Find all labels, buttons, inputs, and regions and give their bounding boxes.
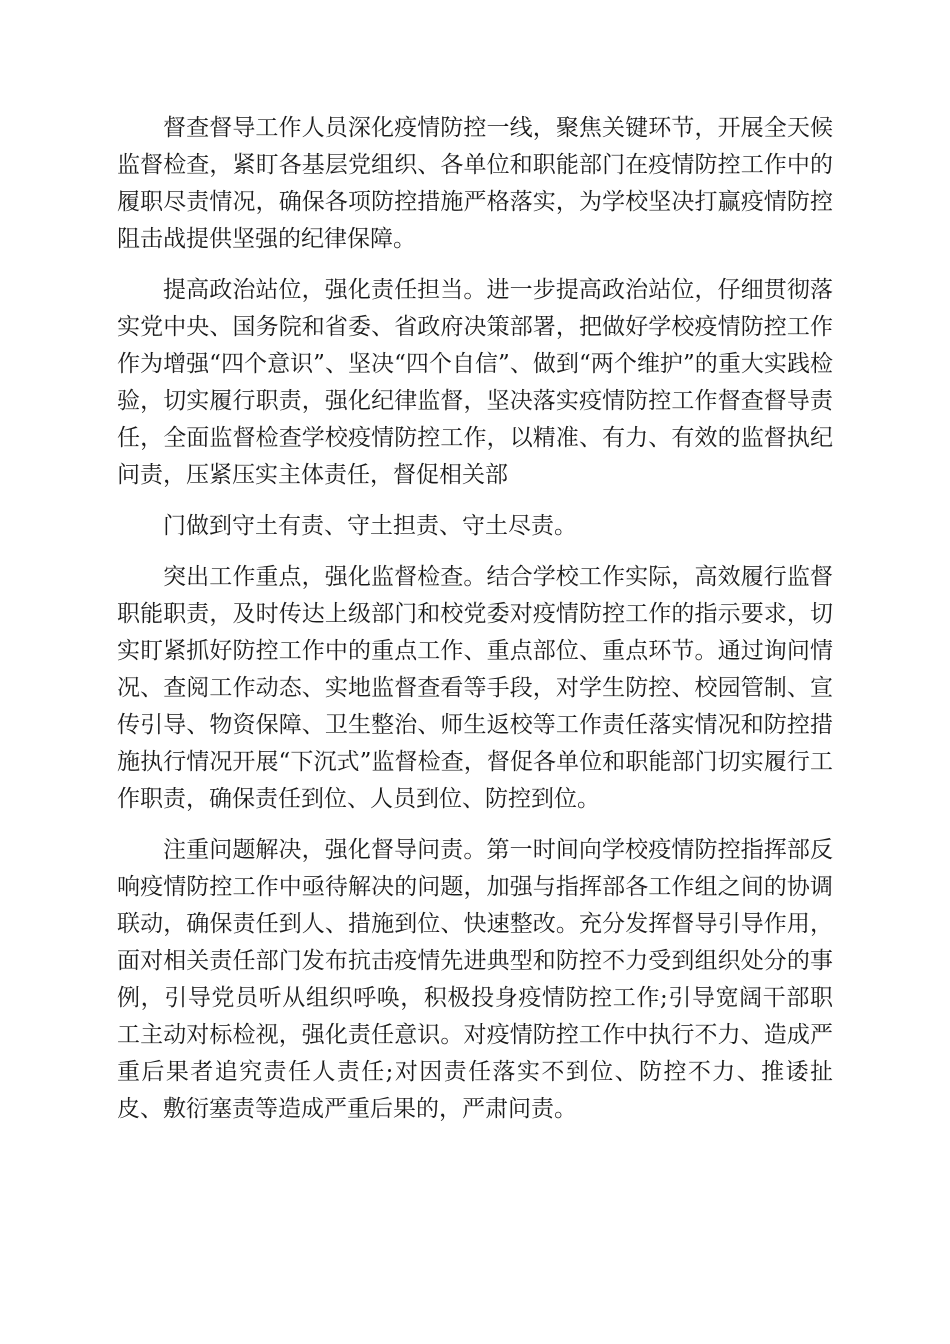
document-body xyxy=(117,110,833,1142)
paragraph-5: 注重问题解决，强化督导问责。第一时间向学校疫情防控指挥部反响疫情防控工作中亟待解决的问题，加强与指挥部各工作组之间的协调联动，确保责任到人、措施到位、快速整改。充分发挥督导引导作用，面对相关责任部门发布抗击疫情先进典型和防控不力受到组织处分的事例，引导党员听从组织呼唤，积极投身疫情防控工作;引导宽阔干部职工主动对标检视，强化责任意识。对疫情防控工作中执行不力、造成严重后果者追究责任人责任;对因责任落实不到位、防控不力、推诿扯皮、敷衍塞责等造成严重后果的，严肃问责。 xyxy=(117,837,833,1122)
paragraph-1: 督查督导工作人员深化疫情防控一线，聚焦关键环节，开展全天候监督检查，紧盯各基层党组织、各单位和职能部门在疫情防控工作中的履职尽责情况，确保各项防控措施严格落实，为学校坚决打赢疫情防控阻击战提供坚强的纪律保障。 xyxy=(117,115,833,252)
paragraph-2: 提高政治站位，强化责任担当。进一步提高政治站位，仔细贯彻落实党中央、国务院和省委、省政府决策部署，把做好学校疫情防控工作作为增强“四个意识”、坚决“四个自信”、做到“两个维护”的重大实践检验，切实履行职责，强化纪律监督，坚决落实疫情防控工作督查督导责任，全面监督检查学校疫情防控工作，以精准、有力、有效的监督执纪问责，压紧压实主体责任，督促相关部 xyxy=(117,277,833,488)
paragraph-3: 门做到守土有责、守土担责、守土尽责。 xyxy=(163,513,577,539)
paragraph-4: 突出工作重点，强化监督检查。结合学校工作实际，高效履行监督职能职责，及时传达上级部门和校党委对疫情防控工作的指示要求，切实盯紧抓好防控工作中的重点工作、重点部位、重点环节。通过询问情况、查阅工作动态、实地监督查看等手段，对学生防控、校园管制、宣传引导、物资保障、卫生整治、师生返校等工作责任落实情况和防控措施执行情况开展“下沉式”监督检查，督促各单位和职能部门切实履行工作职责，确保责任到位、人员到位、防控到位。 xyxy=(117,564,833,812)
